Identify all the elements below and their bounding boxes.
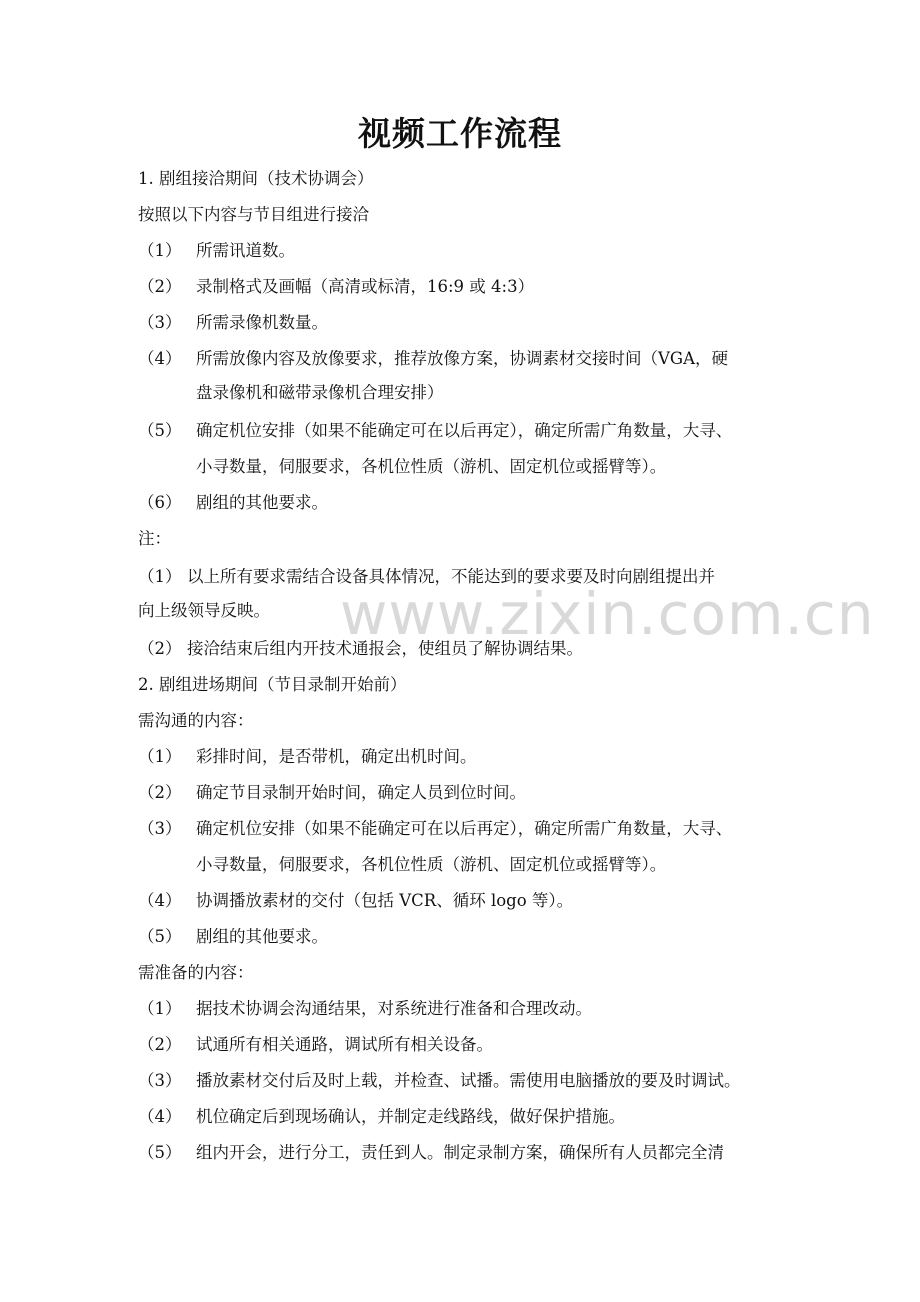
note-continuation: 向上级领导反映。 xyxy=(138,601,270,620)
list-item: 剧组的其他要求。 xyxy=(196,493,328,512)
list-item: 剧组的其他要求。 xyxy=(196,927,328,946)
list-item: 确定节目录制开始时间，确定人员到位时间。 xyxy=(196,783,526,802)
list-item-number: （2） xyxy=(138,1035,182,1054)
list-item: 所需放像内容及放像要求，推荐放像方案，协调素材交接时间（VGA，硬 xyxy=(196,349,729,368)
note-number: （1） xyxy=(138,567,182,586)
note-number: （2） xyxy=(138,639,182,658)
list-item-number: （2） xyxy=(138,277,182,296)
note-text: 接洽结束后组内开技术通报会，使组员了解协调结果。 xyxy=(187,639,583,658)
section1-intro: 按照以下内容与节目组进行接洽 xyxy=(138,205,369,224)
note-text: 以上所有要求需结合设备具体情况，不能达到的要求要及时向剧组提出并 xyxy=(187,567,715,586)
list-item-number: （4） xyxy=(138,1107,182,1126)
list-item-number: （3） xyxy=(138,819,182,838)
list-item-number: （5） xyxy=(138,927,182,946)
list-item: 协调播放素材的交付（包括 VCR、循环 logo 等）。 xyxy=(196,891,574,910)
list-item: 确定机位安排（如果不能确定可在以后再定），确定所需广角数量，大寻、 xyxy=(196,819,733,838)
list-item-number: （3） xyxy=(138,313,182,332)
list-item: 组内开会，进行分工，责任到人。制定录制方案，确保所有人员都完全清 xyxy=(196,1143,724,1162)
list-item-number: （5） xyxy=(138,1143,182,1162)
communication-label: 需沟通的内容： xyxy=(138,711,254,730)
list-item: 录制格式及画幅（高清或标清，16:9 或 4:3） xyxy=(196,277,535,296)
list-item: 机位确定后到现场确认，并制定走线路线，做好保护措施。 xyxy=(196,1107,625,1126)
list-item-continuation: 小寻数量，伺服要求，各机位性质（游机、固定机位或摇臂等）。 xyxy=(196,457,667,476)
section1-heading: 1. 剧组接洽期间（技术协调会） xyxy=(138,169,374,188)
watermark: www.zixin.com.cn xyxy=(340,580,875,648)
section2-heading: 2. 剧组进场期间（节目录制开始前） xyxy=(138,675,407,694)
list-item: 所需录像机数量。 xyxy=(196,313,328,332)
list-item-number: （4） xyxy=(138,349,182,368)
list-item: 据技术协调会沟通结果，对系统进行准备和合理改动。 xyxy=(196,999,592,1018)
list-item-number: （1） xyxy=(138,999,182,1018)
preparation-label: 需准备的内容： xyxy=(138,963,254,982)
list-item-number: （3） xyxy=(138,1071,182,1090)
list-item-continuation: 小寻数量，伺服要求，各机位性质（游机、固定机位或摇臂等）。 xyxy=(196,855,667,874)
list-item: 试通所有相关通路，调试所有相关设备。 xyxy=(196,1035,493,1054)
list-item: 彩排时间，是否带机，确定出机时间。 xyxy=(196,747,477,766)
list-item-number: （1） xyxy=(138,241,182,260)
list-item: 所需讯道数。 xyxy=(196,241,295,260)
list-item: 确定机位安排（如果不能确定可在以后再定），确定所需广角数量，大寻、 xyxy=(196,421,733,440)
document-title: 视频工作流程 xyxy=(358,114,562,153)
list-item-number: （2） xyxy=(138,783,182,802)
list-item-number: （4） xyxy=(138,891,182,910)
list-item-number: （5） xyxy=(138,421,182,440)
list-item-continuation: 盘录像机和磁带录像机合理安排） xyxy=(196,383,444,402)
list-item: 播放素材交付后及时上载，并检查、试播。需使用电脑播放的要及时调试。 xyxy=(196,1071,741,1090)
note-label: 注： xyxy=(138,529,171,548)
list-item-number: （6） xyxy=(138,493,182,512)
list-item-number: （1） xyxy=(138,747,182,766)
